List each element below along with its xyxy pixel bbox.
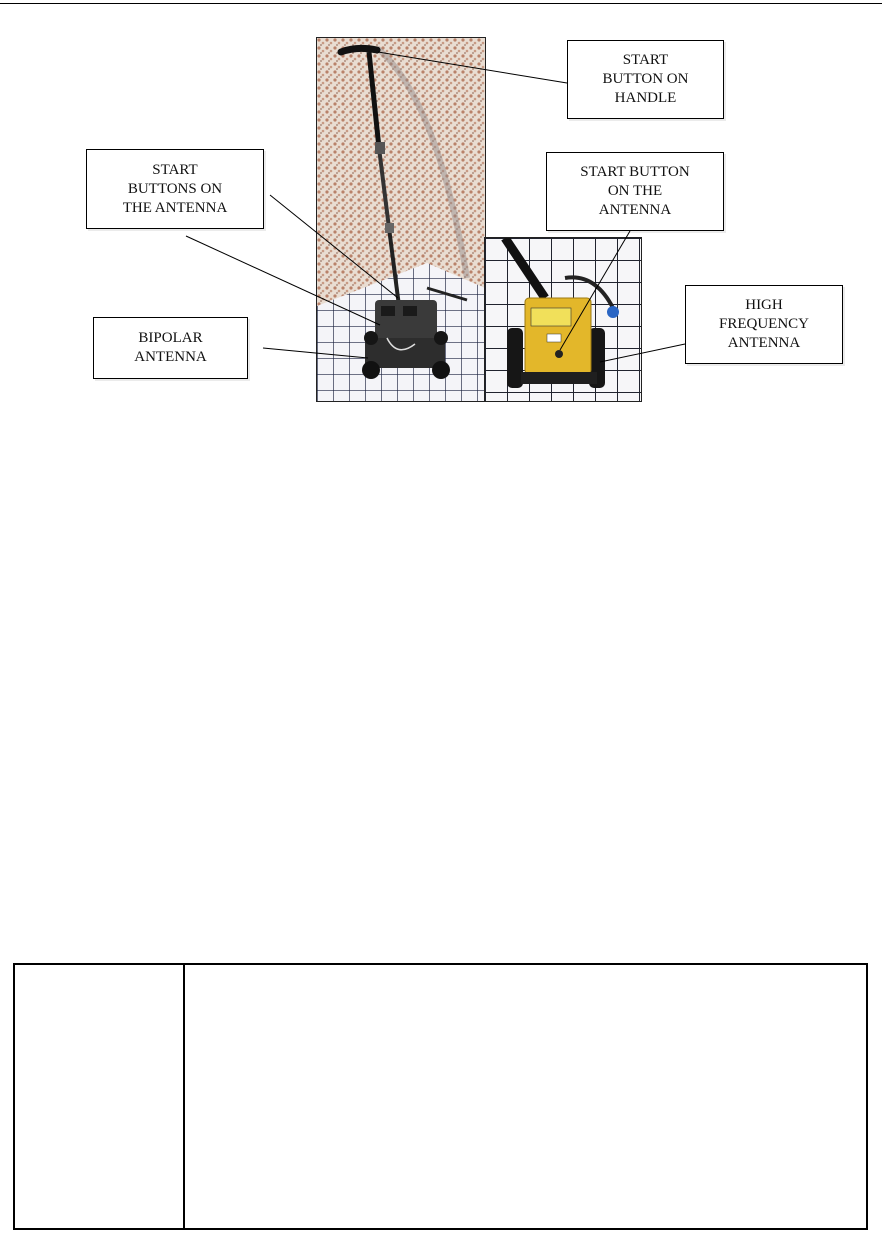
leader-bipolar bbox=[263, 348, 368, 358]
label-start-buttons-antenna: START BUTTONS ON THE ANTENNA bbox=[86, 149, 264, 229]
label-start-button-antenna: START BUTTON ON THE ANTENNA bbox=[546, 152, 724, 231]
leader-high-freq bbox=[600, 344, 685, 362]
antenna-figure bbox=[0, 0, 882, 420]
leader-start-antenna bbox=[560, 231, 630, 350]
leader-antenna-buttons-1 bbox=[270, 195, 398, 298]
label-high-frequency-antenna: HIGH FREQUENCY ANTENNA bbox=[685, 285, 843, 364]
note-table bbox=[13, 963, 868, 1230]
leader-handle bbox=[378, 52, 567, 83]
label-bipolar-antenna: BIPOLAR ANTENNA bbox=[93, 317, 248, 379]
table-left-cell bbox=[15, 965, 185, 1228]
table-right-cell bbox=[185, 965, 866, 1228]
leader-antenna-buttons-2 bbox=[186, 236, 380, 325]
label-start-button-handle: START BUTTON ON HANDLE bbox=[567, 40, 724, 119]
